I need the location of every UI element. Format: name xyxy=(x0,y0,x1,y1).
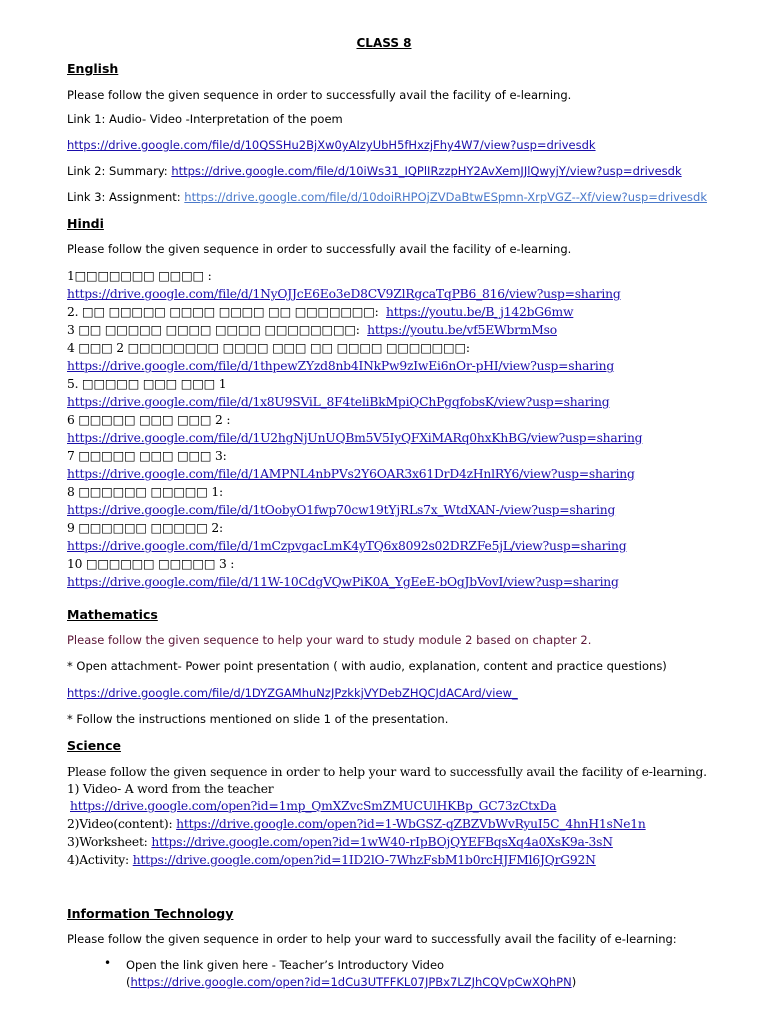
it-video-link[interactable]: https://drive.google.com/open?id=1dCu3UTFFKL07JPBx7LZJhCQVpCwXQhPN xyxy=(130,975,572,989)
hindi-link[interactable]: https://drive.google.com/file/d/11W-10CdgVQwPiK0A_YgEeE-bOgJbVovI/view?usp=sharing xyxy=(67,575,619,589)
science-heading: Science xyxy=(67,738,121,753)
science-intro: Please follow the given sequence in order to help your ward to successfully avail the facility of e-learning. xyxy=(67,765,707,779)
english-link3[interactable]: https://drive.google.com/file/d/10doiRHPOjZVDaBtwESpmn-XrpVGZ--Xf/view?usp=drivesdk xyxy=(184,190,707,204)
hindi-item-label: 2. □□ □□□□□ □□□□ □□□□ □□ □□□□□□□: xyxy=(67,305,379,319)
hindi-item-label: 9 □□□□□□ □□□□□ 2: xyxy=(67,521,223,535)
english-link2[interactable]: https://drive.google.com/file/d/10iWs31_IQPlIRzzpHY2AvXemJJlQwyjY/view?usp=drivesdk xyxy=(171,164,682,178)
mathematics-intro: Please follow the given sequence to help your ward to study module 2 based on chapter 2. xyxy=(67,633,592,647)
hindi-link[interactable]: https://drive.google.com/file/d/1AMPNL4nbPVs2Y6OAR3x61DrD4zHnlRY6/view?usp=sharing xyxy=(67,467,635,481)
science-item-1-link[interactable]: https://drive.google.com/open?id=1mp_QmXZvcSmZMUCUlHKBp_GC73zCtxDa xyxy=(70,799,557,813)
hindi-link[interactable]: https://drive.google.com/file/d/1x8U9SViL_8F4teliBkMpiQChPgqfobsK/view?usp=sharing xyxy=(67,395,610,409)
hindi-link[interactable]: https://drive.google.com/file/d/1tOobyO1fwp70cw19tYjRLs7x_WtdXAN-/view?usp=sharing xyxy=(67,503,616,517)
science-item-3-label: 3)Worksheet: xyxy=(67,835,152,849)
english-link2-label: Link 2: Summary: xyxy=(67,164,172,178)
hindi-link[interactable]: https://drive.google.com/file/d/1thpewZYzd8nb4INkPw9zIwEi6nOr-pHI/view?usp=sharing xyxy=(67,359,615,373)
hindi-item-label: 10 □□□□□□ □□□□□ 3 : xyxy=(67,557,235,571)
hindi-link[interactable]: https://drive.google.com/file/d/1NyOJJcE6Eo3eD8CV9ZlRgcaTqPB6_816/view?usp=sharing xyxy=(67,287,621,301)
mathematics-step-1: * Open attachment- Power point presentation ( with audio, explanation, content and practice questions) xyxy=(67,659,667,673)
science-item-2-label: 2)Video(content): xyxy=(67,817,177,831)
hindi-link[interactable]: https://drive.google.com/file/d/1U2hgNjUnUQBm5V5IyQFXiMARq0hxKhBG/view?usp=sharing xyxy=(67,431,643,445)
hindi-item-label: 4 □□□ 2 □□□□□□□□ □□□□ □□□ □□ □□□□ □□□□□□□: xyxy=(67,341,470,355)
it-heading: Information Technology xyxy=(67,906,234,921)
it-paren-open: ( xyxy=(126,975,131,989)
hindi-link[interactable]: https://youtu.be/vf5EWbrmMso xyxy=(367,323,557,337)
hindi-link[interactable]: https://youtu.be/B_j142bG6mw xyxy=(386,305,574,319)
science-item-4-link[interactable]: https://drive.google.com/open?id=1ID2lO-7WhzFsbM1b0rcHJFMl6JQrG92N xyxy=(132,853,596,867)
science-item-2-link[interactable]: https://drive.google.com/open?id=1-WbGSZ-qZBZVbWvRyuI5C_4hnH1sNe1n xyxy=(176,817,646,831)
english-link1-label: Link 1: Audio- Video -Interpretation of the poem xyxy=(67,112,343,126)
mathematics-heading: Mathematics xyxy=(67,607,158,622)
hindi-item-label: 6 □□□□□ □□□ □□□ 2 : xyxy=(67,413,231,427)
hindi-intro: Please follow the given sequence in order to successfully avail the facility of e-learning. xyxy=(67,242,572,256)
hindi-item-label: 5. □□□□□ □□□ □□□ 1 xyxy=(67,377,227,391)
bullet-icon: • xyxy=(104,956,112,970)
hindi-item-label: 1□□□□□□□ □□□□ : xyxy=(67,269,212,283)
mathematics-link[interactable]: https://drive.google.com/file/d/1DYZGAMhuNzJPzkkjVYDebZHQCJdACArd/view_ xyxy=(67,686,518,700)
science-item-4-label: 4)Activity: xyxy=(67,853,133,867)
it-paren-close: ) xyxy=(571,975,577,989)
hindi-link[interactable]: https://drive.google.com/file/d/1mCzpvgacLmK4yTQ6x8092s02DRZFe5jL/view?usp=sharing xyxy=(67,539,627,553)
hindi-item-label: 3 □□ □□□□□ □□□□ □□□□ □□□□□□□□: xyxy=(67,323,360,337)
it-intro: Please follow the given sequence in order to help your ward to successfully avail the facility of e-learning: xyxy=(67,932,677,946)
english-link3-label: Link 3: Assignment: xyxy=(67,190,185,204)
science-item-3-link[interactable]: https://drive.google.com/open?id=1wW40-rIpBOjQYEFBqsXq4a0XsK9a-3sN xyxy=(151,835,613,849)
science-item-1-label: 1) Video- A word from the teacher xyxy=(67,782,274,796)
hindi-heading: Hindi xyxy=(67,216,104,231)
it-bullet-text: Open the link given here - Teacher’s Introductory Video xyxy=(126,958,445,972)
hindi-item-label: 7 □□□□□ □□□ □□□ 3: xyxy=(67,449,227,463)
hindi-item-label: 8 □□□□□□ □□□□□ 1: xyxy=(67,485,223,499)
mathematics-step-2: * Follow the instructions mentioned on slide 1 of the presentation. xyxy=(67,712,449,726)
page-title: CLASS 8 xyxy=(356,36,412,50)
english-intro: Please follow the given sequence in order to successfully avail the facility of e-learning. xyxy=(67,88,572,102)
english-link1[interactable]: https://drive.google.com/file/d/10QSSHu2BjXw0yAIzyUbH5fHxzjFhy4W7/view?usp=drivesdk xyxy=(67,138,596,152)
english-heading: English xyxy=(67,61,119,76)
